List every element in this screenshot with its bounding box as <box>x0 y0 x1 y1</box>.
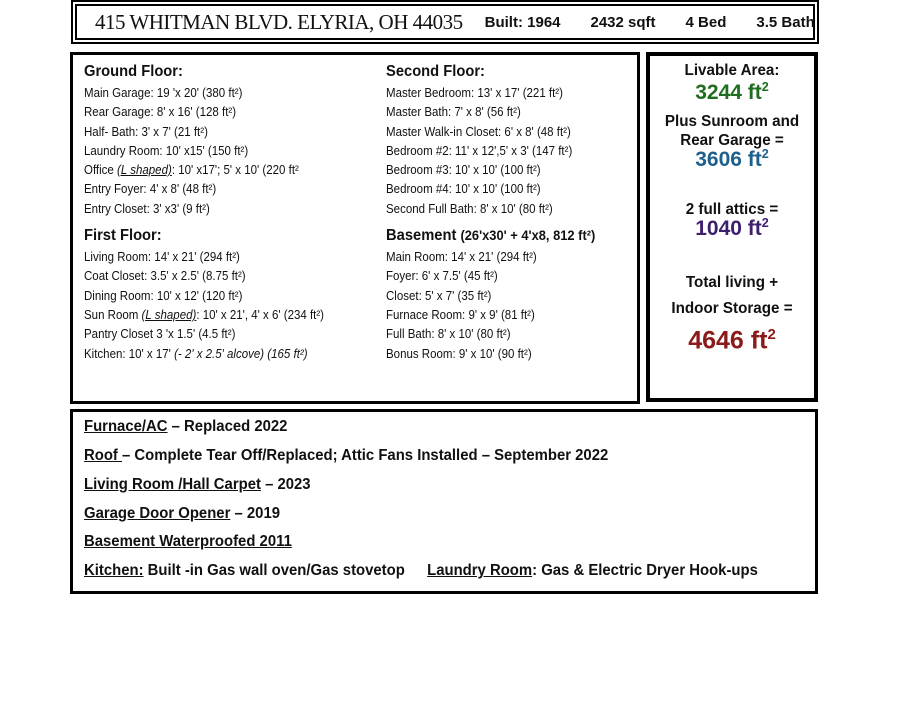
sunroom-dims: : 10' x 21', 4' x 6' (234 ft²) <box>196 307 325 322</box>
rooms-right-column <box>386 63 614 364</box>
exponent: 2 <box>761 216 769 230</box>
plus-label-line1: Plus Sunroom and <box>664 113 800 130</box>
header-inner <box>75 4 815 40</box>
kitchen-note: (- 2' x 2.5' alcove) (165 ft²) <box>174 346 308 361</box>
office-shape: (L shaped) <box>117 163 172 178</box>
room-item: Bedroom #4: 10' x 10' (100 ft²) <box>386 182 541 197</box>
laundry-text: : Gas & Electric Dryer Hook-ups <box>532 562 758 579</box>
kitchen-text: Built -in Gas wall oven/Gas stovetop <box>143 562 405 579</box>
room-item: Dining Room: 10' x 12' (120 ft²) <box>84 288 243 303</box>
header-box <box>71 0 819 44</box>
room-item: Master Walk-in Closet: 6' x 8' (48 ft²) <box>386 124 571 139</box>
update-row <box>84 476 311 494</box>
kitchen-key: Kitchen: <box>84 562 144 579</box>
room-item: Second Full Bath: 8' x 10' (80 ft²) <box>386 201 553 216</box>
laundry-key: Laundry Room <box>427 562 533 579</box>
address: 415 WHITMAN BLVD. ELYRIA, OH 44035 <box>95 9 463 34</box>
rooms-box <box>70 52 640 404</box>
update-key: Roof <box>84 447 123 464</box>
second-floor-title: Second Floor: <box>386 63 485 80</box>
room-item: Main Garage: 19 'x 20' (380 ft²) <box>84 86 243 100</box>
sunroom-label: Sun Room <box>84 307 139 322</box>
livable-area-label: Livable Area: <box>684 62 780 79</box>
total-value <box>650 326 814 355</box>
built-year: Built: 1964 <box>484 13 561 31</box>
bathrooms: 3.5 Bath <box>756 13 815 31</box>
update-row <box>84 533 292 551</box>
update-text: – 2019 <box>230 505 281 522</box>
room-item: Half- Bath: 3' x 7' (21 ft²) <box>84 124 208 139</box>
office-label: Office <box>84 163 114 178</box>
kitchen-label: Kitchen: 10' x 17' <box>84 346 171 361</box>
attics-label: 2 full attics = <box>685 201 779 218</box>
room-item: Furnace Room: 9' x 9' (81 ft²) <box>386 307 535 322</box>
livable-area-value <box>650 80 814 105</box>
basement-title <box>386 227 595 245</box>
livable-area-number: 3244 ft <box>695 81 762 104</box>
room-item: Bonus Room: 9' x 10' (90 ft²) <box>386 346 532 361</box>
rooms-left-column <box>84 63 345 364</box>
room-item-office <box>84 161 324 180</box>
update-text: – 2023 <box>260 476 311 493</box>
attics-number: 1040 ft <box>695 217 762 240</box>
total-label-line1: Total living + <box>685 274 779 291</box>
update-key: Garage Door Opener <box>84 505 231 522</box>
office-dims: : 10' x17'; 5' x 10' (220 ft² <box>171 163 299 178</box>
update-row <box>84 447 608 465</box>
room-item: Full Bath: 8' x 10' (80 ft²) <box>386 327 511 342</box>
update-row <box>84 418 287 436</box>
room-item: Entry Foyer: 4' x 8' (48 ft²) <box>84 182 217 197</box>
ground-floor-title: Ground Floor: <box>84 63 183 80</box>
update-text: – Complete Tear Off/Replaced; Attic Fans Installed – September 2022 <box>122 447 609 464</box>
plus-label-line2: Rear Garage = <box>680 132 784 149</box>
exponent: 2 <box>761 147 769 161</box>
plus-area-number: 3606 ft <box>695 148 762 171</box>
room-item-kitchen <box>84 345 324 364</box>
update-row <box>84 505 280 523</box>
update-key: Living Room /Hall Carpet <box>84 476 261 493</box>
total-label-line2: Indoor Storage = <box>671 300 793 317</box>
exponent: 2 <box>761 80 769 94</box>
room-item: Bedroom #3: 10' x 10' (100 ft²) <box>386 163 541 178</box>
room-item: Bedroom #2: 11' x 12',5' x 3' (147 ft²) <box>386 143 573 158</box>
room-item: Closet: 5' x 7' (35 ft²) <box>386 288 492 303</box>
area-summary-box <box>646 52 818 402</box>
room-item: Main Room: 14' x 21' (294 ft²) <box>386 250 537 265</box>
room-item: Pantry Closet 3 'x 1.5' (4.5 ft²) <box>84 327 236 342</box>
room-item-sunroom <box>84 306 324 325</box>
updates-box <box>70 409 818 594</box>
room-item: Living Room: 14' x 21' (294 ft²) <box>84 250 240 265</box>
square-footage: 2432 sqft <box>590 13 656 31</box>
plus-area-value <box>650 147 814 172</box>
first-floor-title: First Floor: <box>84 227 162 245</box>
room-item: Coat Closet: 3.5' x 2.5' (8.75 ft²) <box>84 269 246 284</box>
total-number: 4646 ft <box>688 326 768 355</box>
room-item: Foyer: 6' x 7.5' (45 ft²) <box>386 269 498 284</box>
room-item: Entry Closet: 3' x3' (9 ft²) <box>84 201 210 216</box>
sunroom-shape: (L shaped) <box>141 307 197 322</box>
basement-title-dims: (26'x30' + 4'x8, 812 ft²) <box>460 227 596 244</box>
room-item: Laundry Room: 10' x15' (150 ft²) <box>84 143 249 158</box>
room-item: Rear Garage: 8' x 16' (128 ft²) <box>84 105 237 120</box>
room-item: Master Bedroom: 13' x 17' (221 ft²) <box>386 86 563 100</box>
basement-title-label: Basement <box>386 227 457 245</box>
exponent: 2 <box>767 326 776 343</box>
update-key: Basement Waterproofed 2011 <box>84 533 292 550</box>
update-key: Furnace/AC <box>84 418 168 435</box>
update-text: – Replaced 2022 <box>167 418 288 435</box>
update-row-appliances <box>84 562 758 580</box>
bedrooms: 4 Bed <box>685 13 727 31</box>
attics-value <box>650 216 814 241</box>
room-item: Master Bath: 7' x 8' (56 ft²) <box>386 105 521 120</box>
